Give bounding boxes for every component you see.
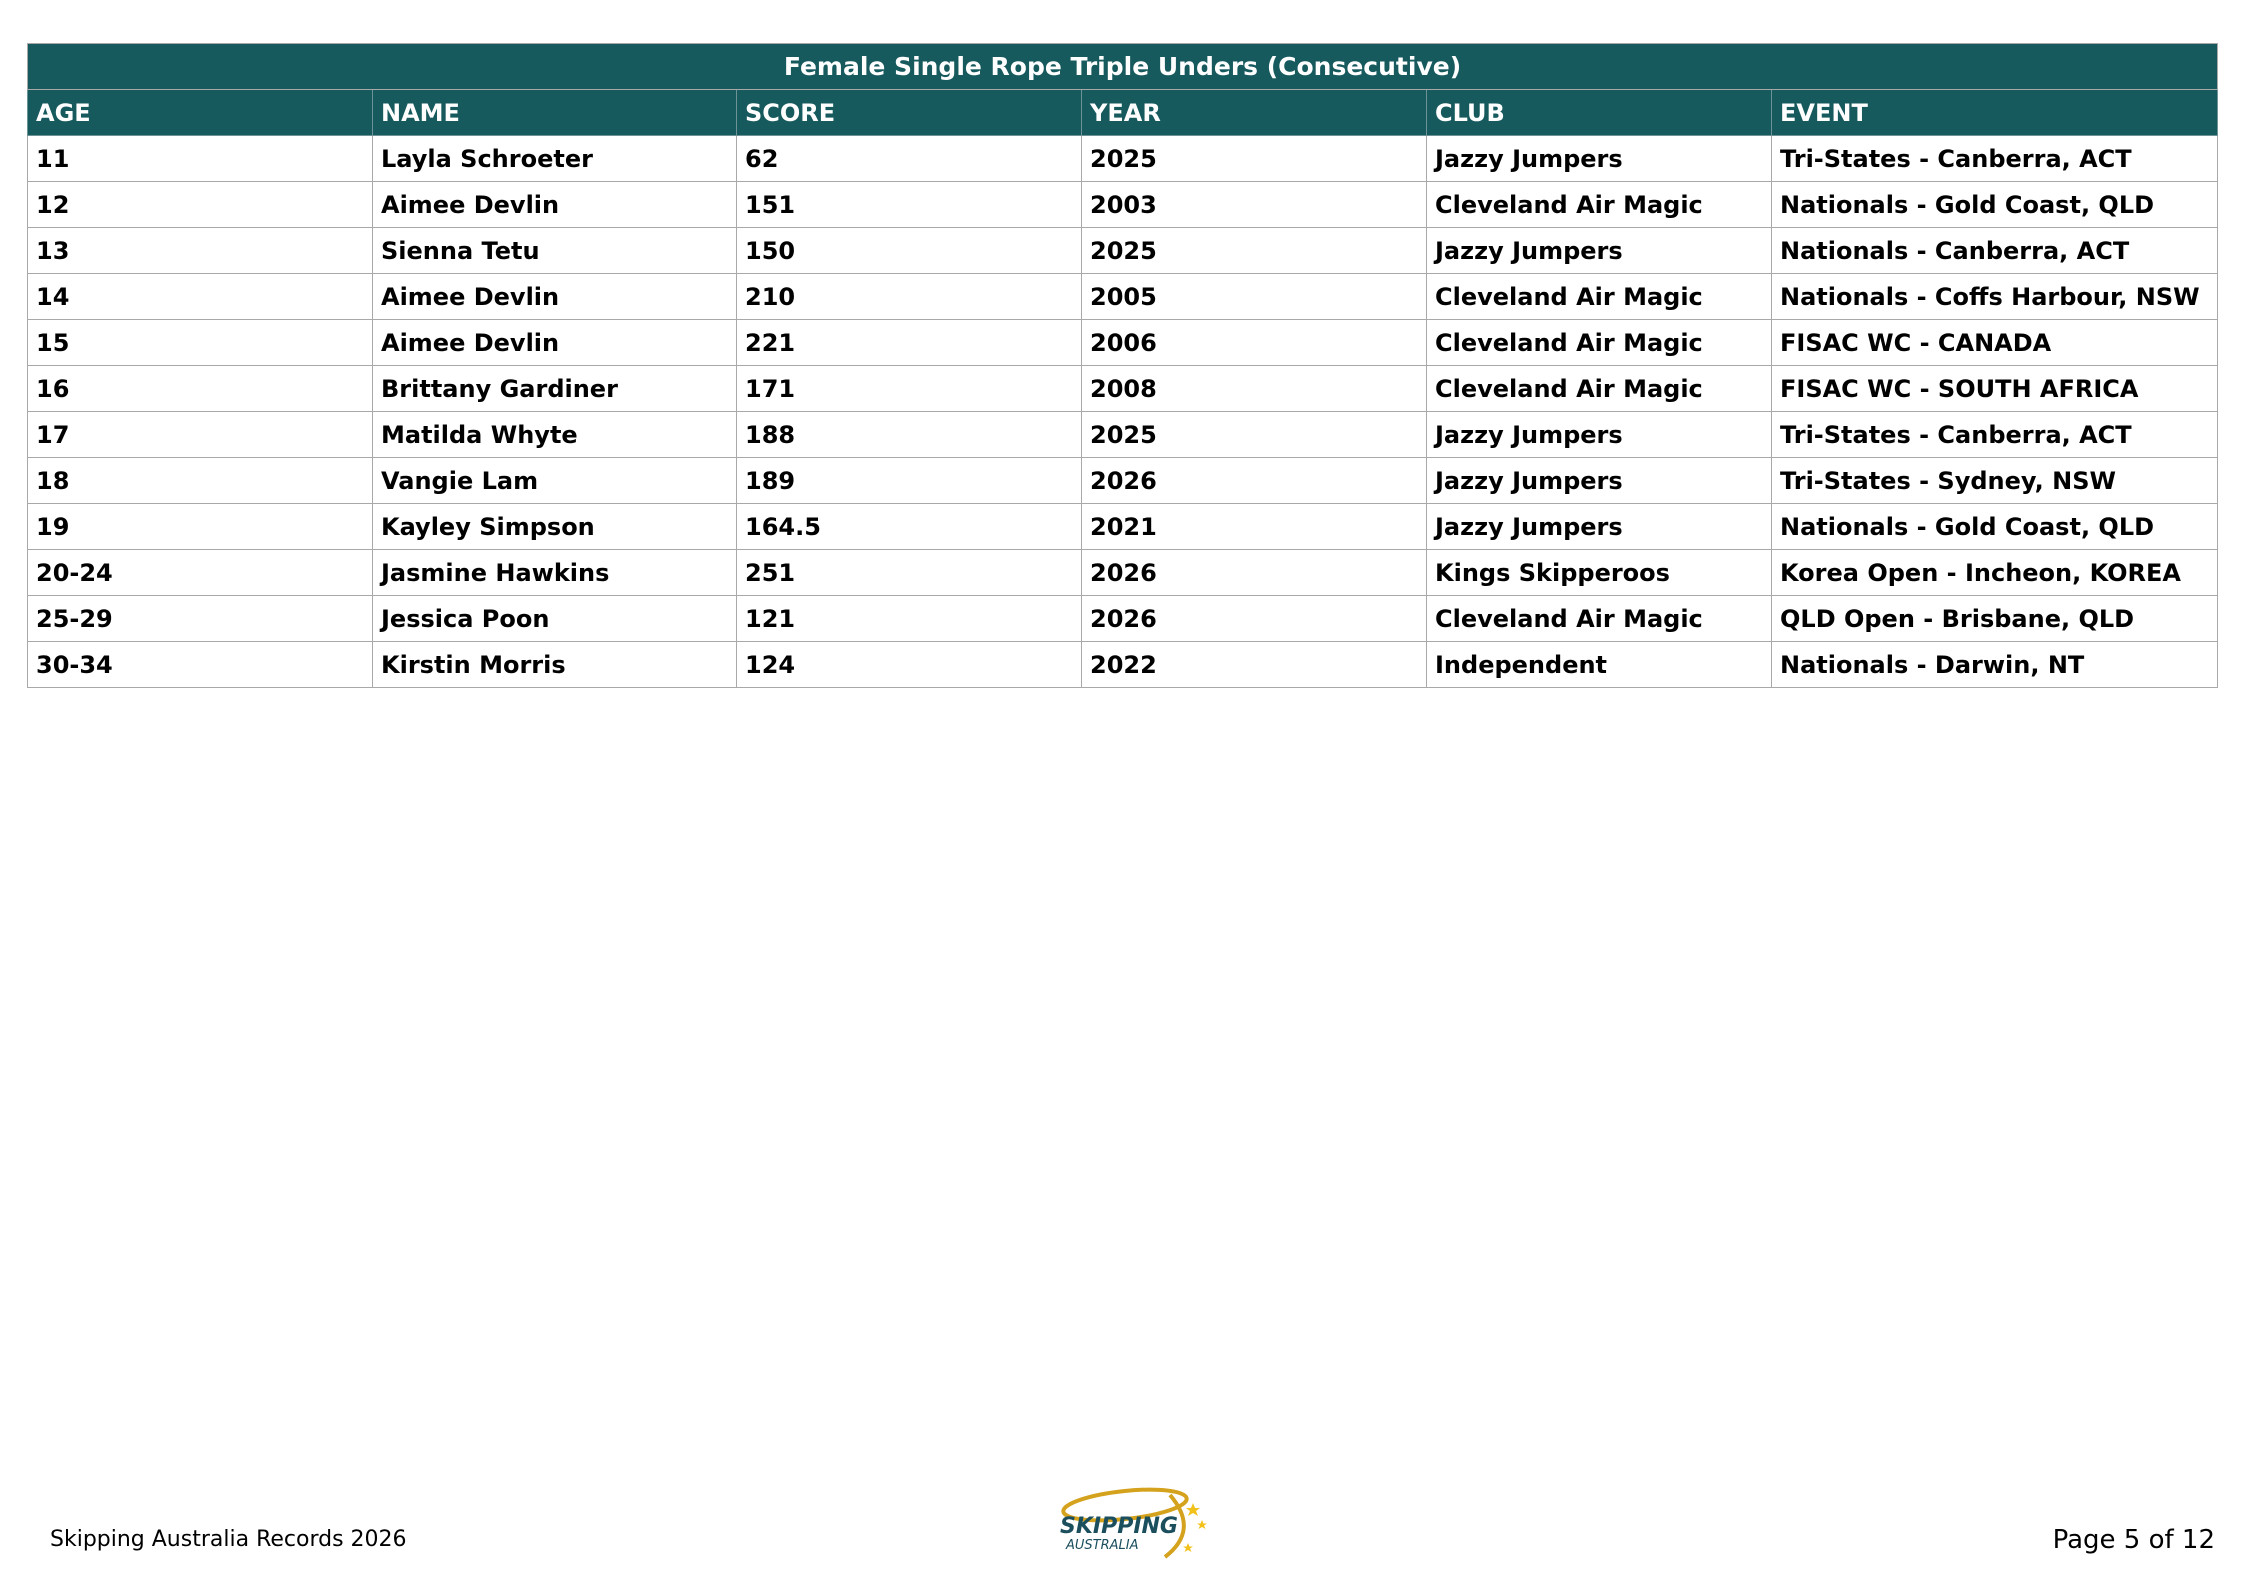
cell-year: 2025 <box>1082 228 1427 274</box>
table-body <box>28 136 2218 688</box>
cell-name: Layla Schroeter <box>373 136 737 182</box>
cell-club: Jazzy Jumpers <box>1427 228 1772 274</box>
cell-year: 2025 <box>1082 136 1427 182</box>
cell-score: 171 <box>737 366 1082 412</box>
table-row <box>28 136 2218 182</box>
cell-age: 20-24 <box>28 550 373 596</box>
cell-event: Tri-States - Sydney, NSW <box>1772 458 2218 504</box>
cell-age: 16 <box>28 366 373 412</box>
cell-score: 164.5 <box>737 504 1082 550</box>
cell-event: Nationals - Darwin, NT <box>1772 642 2218 688</box>
cell-year: 2026 <box>1082 596 1427 642</box>
table-title: Female Single Rope Triple Unders (Consecutive) <box>28 44 2218 90</box>
cell-club: Kings Skipperoos <box>1427 550 1772 596</box>
cell-club: Cleveland Air Magic <box>1427 366 1772 412</box>
table-row <box>28 596 2218 642</box>
table-row <box>28 274 2218 320</box>
skipping-australia-logo <box>1050 1475 1210 1565</box>
cell-year: 2026 <box>1082 458 1427 504</box>
cell-age: 12 <box>28 182 373 228</box>
cell-event: Nationals - Canberra, ACT <box>1772 228 2218 274</box>
cell-name: Kirstin Morris <box>373 642 737 688</box>
cell-name: Kayley Simpson <box>373 504 737 550</box>
cell-age: 18 <box>28 458 373 504</box>
table-row <box>28 228 2218 274</box>
cell-club: Jazzy Jumpers <box>1427 412 1772 458</box>
column-header-event: EVENT <box>1772 90 2218 136</box>
table-row <box>28 504 2218 550</box>
cell-year: 2021 <box>1082 504 1427 550</box>
cell-club: Cleveland Air Magic <box>1427 320 1772 366</box>
cell-score: 124 <box>737 642 1082 688</box>
cell-club: Jazzy Jumpers <box>1427 504 1772 550</box>
table-row <box>28 550 2218 596</box>
records-table <box>27 43 2218 688</box>
cell-name: Jasmine Hawkins <box>373 550 737 596</box>
cell-score: 188 <box>737 412 1082 458</box>
cell-age: 30-34 <box>28 642 373 688</box>
cell-year: 2006 <box>1082 320 1427 366</box>
cell-event: Tri-States - Canberra, ACT <box>1772 136 2218 182</box>
column-header-name: NAME <box>373 90 737 136</box>
cell-year: 2025 <box>1082 412 1427 458</box>
cell-year: 2003 <box>1082 182 1427 228</box>
table-row <box>28 366 2218 412</box>
cell-event: Tri-States - Canberra, ACT <box>1772 412 2218 458</box>
footer-document-title: Skipping Australia Records 2026 <box>50 1527 407 1552</box>
cell-score: 121 <box>737 596 1082 642</box>
cell-club: Cleveland Air Magic <box>1427 596 1772 642</box>
cell-event: Nationals - Gold Coast, QLD <box>1772 504 2218 550</box>
cell-event: FISAC WC - CANADA <box>1772 320 2218 366</box>
cell-age: 14 <box>28 274 373 320</box>
table-row <box>28 182 2218 228</box>
cell-name: Brittany Gardiner <box>373 366 737 412</box>
table-row <box>28 412 2218 458</box>
cell-club: Cleveland Air Magic <box>1427 274 1772 320</box>
cell-age: 11 <box>28 136 373 182</box>
cell-age: 15 <box>28 320 373 366</box>
cell-year: 2005 <box>1082 274 1427 320</box>
cell-score: 251 <box>737 550 1082 596</box>
cell-age: 19 <box>28 504 373 550</box>
logo-wordmark-skipping: SKIPPING <box>1060 1514 1178 1539</box>
column-header-club: CLUB <box>1427 90 1772 136</box>
cell-club: Jazzy Jumpers <box>1427 136 1772 182</box>
cell-age: 17 <box>28 412 373 458</box>
cell-year: 2008 <box>1082 366 1427 412</box>
cell-club: Cleveland Air Magic <box>1427 182 1772 228</box>
cell-year: 2026 <box>1082 550 1427 596</box>
cell-club: Jazzy Jumpers <box>1427 458 1772 504</box>
cell-name: Aimee Devlin <box>373 274 737 320</box>
cell-score: 210 <box>737 274 1082 320</box>
column-header-row <box>28 90 2218 136</box>
cell-score: 151 <box>737 182 1082 228</box>
cell-score: 189 <box>737 458 1082 504</box>
page-number: Page 5 of 12 <box>2052 1525 2215 1555</box>
cell-name: Sienna Tetu <box>373 228 737 274</box>
cell-event: Nationals - Coffs Harbour, NSW <box>1772 274 2218 320</box>
cell-name: Aimee Devlin <box>373 182 737 228</box>
cell-club: Independent <box>1427 642 1772 688</box>
cell-year: 2022 <box>1082 642 1427 688</box>
cell-name: Aimee Devlin <box>373 320 737 366</box>
cell-age: 25-29 <box>28 596 373 642</box>
cell-event: Korea Open - Incheon, KOREA <box>1772 550 2218 596</box>
column-header-score: SCORE <box>737 90 1082 136</box>
cell-score: 150 <box>737 228 1082 274</box>
column-header-year: YEAR <box>1082 90 1427 136</box>
logo-wordmark-australia: AUSTRALIA <box>1066 1538 1139 1553</box>
cell-name: Vangie Lam <box>373 458 737 504</box>
cell-name: Matilda Whyte <box>373 412 737 458</box>
cell-event: Nationals - Gold Coast, QLD <box>1772 182 2218 228</box>
table-row <box>28 642 2218 688</box>
table-row <box>28 458 2218 504</box>
table-row <box>28 320 2218 366</box>
cell-age: 13 <box>28 228 373 274</box>
cell-name: Jessica Poon <box>373 596 737 642</box>
column-header-age: AGE <box>28 90 373 136</box>
cell-score: 62 <box>737 136 1082 182</box>
cell-event: QLD Open - Brisbane, QLD <box>1772 596 2218 642</box>
cell-event: FISAC WC - SOUTH AFRICA <box>1772 366 2218 412</box>
cell-score: 221 <box>737 320 1082 366</box>
